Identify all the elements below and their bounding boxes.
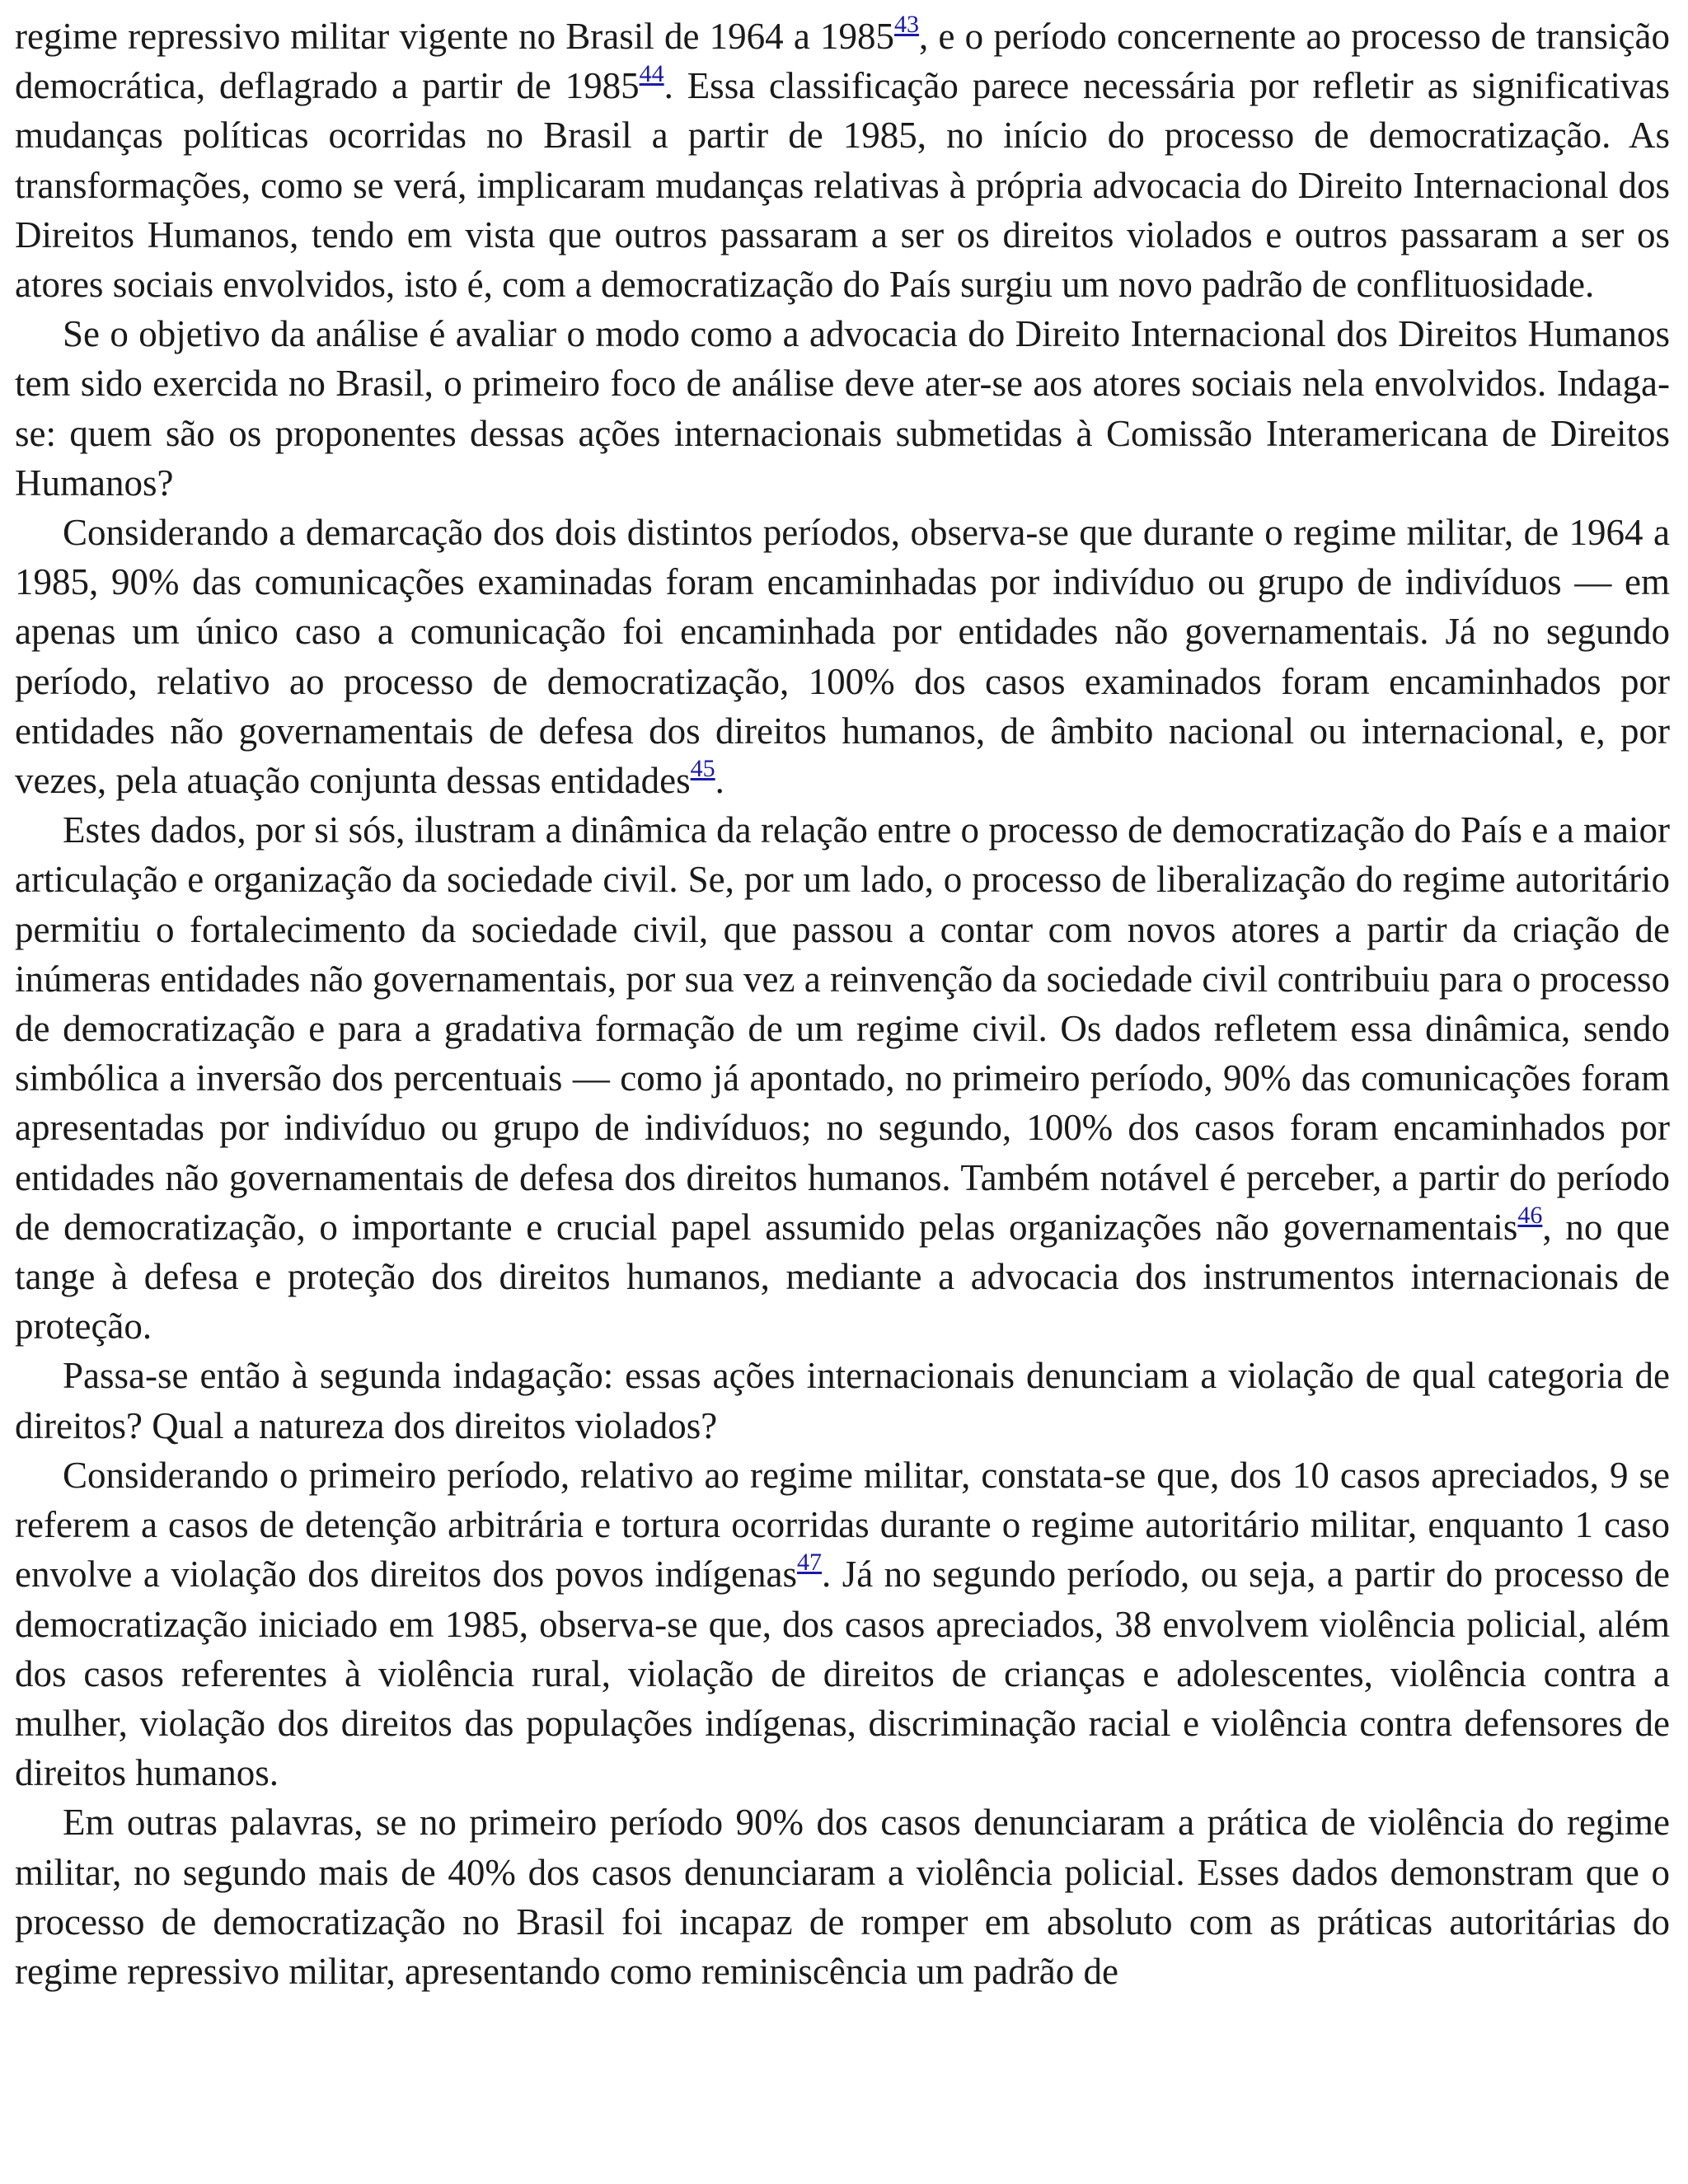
paragraph-text: Em outras palavras, se no primeiro período 90% dos casos denunciaram a prática de violência do regime militar, no segundo mais de 40% dos casos denunciaram a violência policial. Esses dados demonstram que o processo de democratização no Brasil foi incapaz de romper em absoluto com as práticas autoritárias do regime repressivo militar, apresentando como reminiscência um padrão de bbox=[15, 1802, 1670, 1992]
paragraph-text: . Essa classificação parece necessária por refletir as significativas mudanças políticas ocorridas no Brasil a partir de 1985, no início do processo de democratização. As transformações, como se verá, implicaram mudanças relativas à própria advocacia do Direito Internacional dos Direitos Humanos, tendo em vista que outros passaram a ser os direitos violados e outros passaram a ser os atores sociais envolvidos, isto é, com a democratização do País surgiu um novo padrão de conflituosidade. bbox=[15, 65, 1670, 306]
footnote-link-46[interactable]: 46 bbox=[1517, 1201, 1543, 1229]
paragraph-text: Estes dados, por si sós, ilustram a dinâmica da relação entre o processo de democratização do País e a maior articulação e organização da sociedade civil. Se, por um lado, o processo de liberalização do regime autoritário permitiu o fortalecimento da sociedade civil, que passou a contar com novos atores a partir da criação de inúmeras entidades não governamentais, por sua vez a reinvenção da sociedade civil contribuiu para o processo de democratização e para a gradativa formação de um regime civil. Os dados refletem essa dinâmica, sendo simbólica a inversão dos percentuais — como já apontado, no primeiro período, 90% das comunicações foram apresentadas por indivíduo ou grupo de indivíduos; no segundo, 100% dos casos foram encaminhados por entidades não governamentais de defesa dos direitos humanos. Também notável é perceber, a partir do período de democratização, o importante e crucial papel assumido pelas organizações não governamentais bbox=[15, 809, 1670, 1248]
footnote-link-47[interactable]: 47 bbox=[797, 1549, 823, 1577]
paragraph-text: Considerando o primeiro período, relativo ao regime militar, constata-se que, dos 10 casos apreciados, 9 se referem a casos de detenção arbitrária e tortura ocorridas durante o regime autoritário militar, enquanto 1 caso envolve a violação dos direitos dos povos indígenas bbox=[15, 1454, 1670, 1596]
paragraph-1 bbox=[15, 12, 1670, 309]
paragraph-2 bbox=[15, 309, 1670, 508]
paragraph-6 bbox=[15, 1451, 1670, 1797]
paragraph-text: . bbox=[715, 760, 724, 802]
paragraph-text: , e o período concernente ao processo de transição democrática, deflagrado a partir de 1985 bbox=[15, 16, 1670, 107]
paragraph-3 bbox=[15, 508, 1670, 805]
paragraph-text: regime repressivo militar vigente no Brasil de 1964 a 1985 bbox=[15, 16, 895, 57]
paragraph-text: Passa-se então à segunda indagação: essas ações internacionais denunciam a violação de qual categoria de direitos? Qual a natureza dos direitos violados? bbox=[15, 1355, 1670, 1446]
footnote-link-45[interactable]: 45 bbox=[690, 755, 715, 783]
document-page bbox=[15, 12, 1670, 1996]
paragraph-text: . Já no segundo período, ou seja, a partir do processo de democratização iniciado em 1985, observa-se que, dos casos apreciados, 38 envolvem violência policial, além dos casos referentes à violência rural, violação de direitos de crianças e adolescentes, violência contra a mulher, violação dos direitos das populações indígenas, discriminação racial e violência contra defensores de direitos humanos. bbox=[15, 1554, 1671, 1794]
paragraph-text: Considerando a demarcação dos dois distintos períodos, observa-se que durante o regime militar, de 1964 a 1985, 90% das comunicações examinadas foram encaminhadas por indivíduo ou grupo de indivíduos — em apenas um único caso a comunicação foi encaminhada por entidades não governamentais. Já no segundo período, relativo ao processo de democratização, 100% dos casos examinados foram encaminhados por entidades não governamentais de defesa dos direitos humanos, de âmbito nacional ou internacional, e, por vezes, pela atuação conjunta dessas entidades bbox=[15, 512, 1670, 802]
paragraph-7 bbox=[15, 1797, 1670, 1996]
footnote-link-43[interactable]: 43 bbox=[894, 11, 920, 38]
paragraph-4 bbox=[15, 805, 1670, 1351]
paragraph-5 bbox=[15, 1351, 1670, 1450]
footnote-link-44[interactable]: 44 bbox=[639, 60, 664, 88]
paragraph-text: Se o objetivo da análise é avaliar o modo como a advocacia do Direito Internacional dos Direitos Humanos tem sido exercida no Brasil, o primeiro foco de análise deve ater-se aos atores sociais nela envolvidos. Indaga-se: quem são os proponentes dessas ações internacionais submetidas à Comissão Interamericana de Direitos Humanos? bbox=[15, 313, 1670, 504]
paragraph-text: , no que tange à defesa e proteção dos direitos humanos, mediante a advocacia dos instrumentos internacionais de proteção. bbox=[15, 1206, 1670, 1347]
